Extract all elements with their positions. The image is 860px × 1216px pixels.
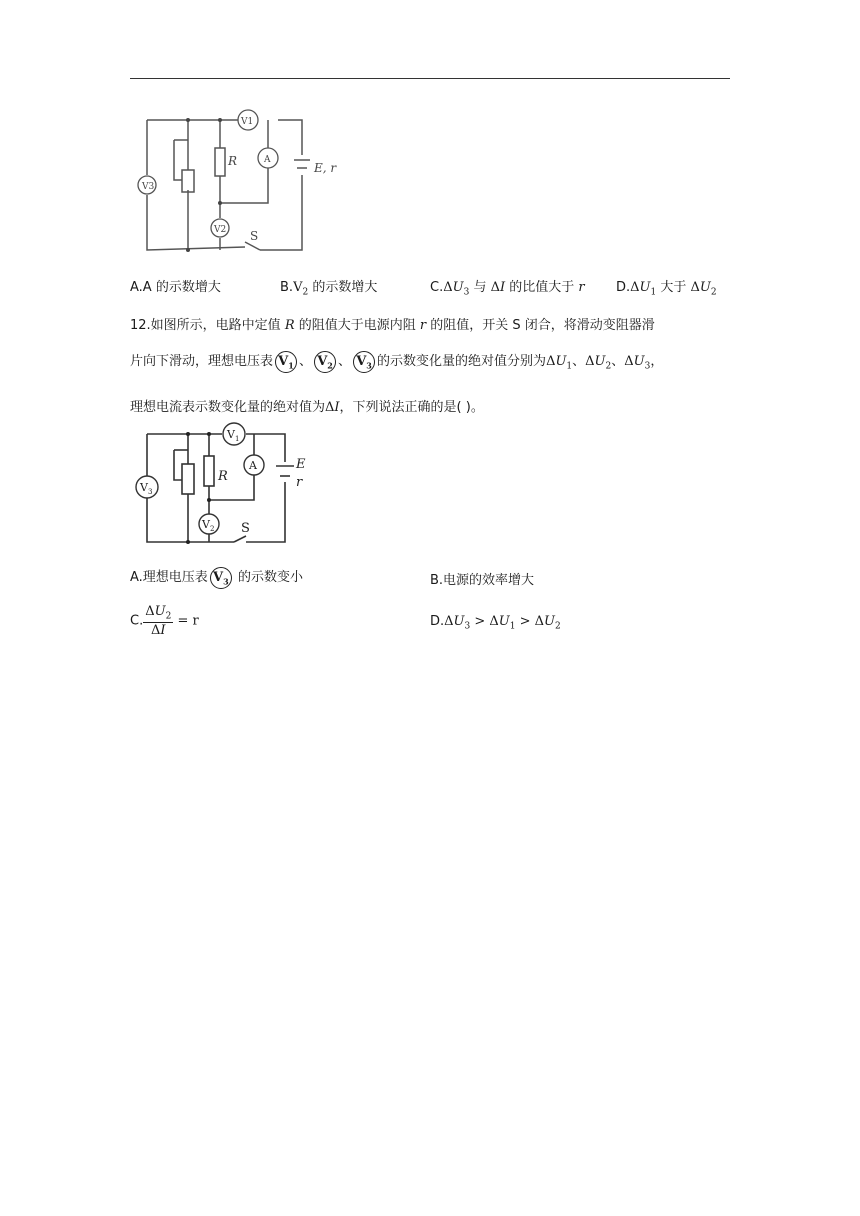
switch-label-1: S bbox=[250, 229, 259, 243]
switch-label-2: S bbox=[241, 521, 250, 536]
v1-label-2: $V_1$ bbox=[227, 428, 240, 443]
v3-symbol: $V_3$ bbox=[353, 351, 375, 373]
v2-symbol: $V_2$ bbox=[314, 351, 336, 373]
q12-option-c: C. $\frac{\Delta U_2}{\Delta I}$ = r bbox=[130, 604, 199, 638]
internal-r-label-2: r bbox=[296, 475, 303, 490]
circuit-diagram-2 bbox=[130, 420, 320, 550]
q12-option-a: A.理想电压表 $V_3$ 的示数变小 bbox=[130, 566, 303, 589]
v3-symbol-option: $V_3$ bbox=[210, 567, 232, 589]
ammeter-label-2: A bbox=[249, 459, 257, 472]
resistor-label-2: R bbox=[218, 469, 228, 484]
v3-label-1: V3 bbox=[142, 182, 155, 192]
circuit-diagram-1 bbox=[130, 100, 337, 260]
q11-option-d: $D.\Delta U_1$ 大于 $\Delta U_2$ bbox=[616, 280, 717, 298]
v2-label-1: V2 bbox=[214, 225, 227, 235]
q12-stem-line-2: 片向下滑动，理想电压表 $V_1$ 、 $V_2$ 、 $V_3$ 的示数变化量的绝对值分别为$\Delta U_1$、$\Delta U_2$、$\Delta U_3$， bbox=[130, 350, 663, 373]
q11-option-c: $C.\Delta U_3$ 与 ΔI 的比值大于 r bbox=[430, 280, 585, 298]
resistor-label-1: R bbox=[228, 154, 238, 168]
q12-stem-line-1: 12.如图所示，电路中定值 R 的阻值大于电源内阻 r 的阻值，开关 S 闭合，将滑动变阻器滑 bbox=[130, 318, 655, 333]
q11-option-a: A.A 的示数增大 bbox=[130, 280, 221, 295]
q12-option-d: $D.\Delta U_3 > \Delta U_1 > \Delta U_2$ bbox=[430, 614, 561, 632]
v1-symbol: $V_1$ bbox=[275, 351, 297, 373]
header-rule bbox=[130, 78, 730, 79]
emf-label-2: E bbox=[296, 457, 306, 472]
v2-label-2: $V_2$ bbox=[202, 518, 215, 533]
q12-option-b: B.电源的效率增大 bbox=[430, 573, 535, 588]
q12-stem-line-3: 理想电流表示数变化量的绝对值为ΔI，下列说法正确的是( )。 bbox=[130, 400, 484, 415]
v3-label-2: $V_3$ bbox=[140, 481, 153, 496]
ammeter-label-1: A bbox=[264, 155, 271, 165]
v1-label-1: V1 bbox=[241, 117, 254, 127]
emf-label-1: E, r bbox=[314, 161, 337, 175]
q11-option-b: $B.V_2$ 的示数增大 bbox=[280, 280, 378, 298]
